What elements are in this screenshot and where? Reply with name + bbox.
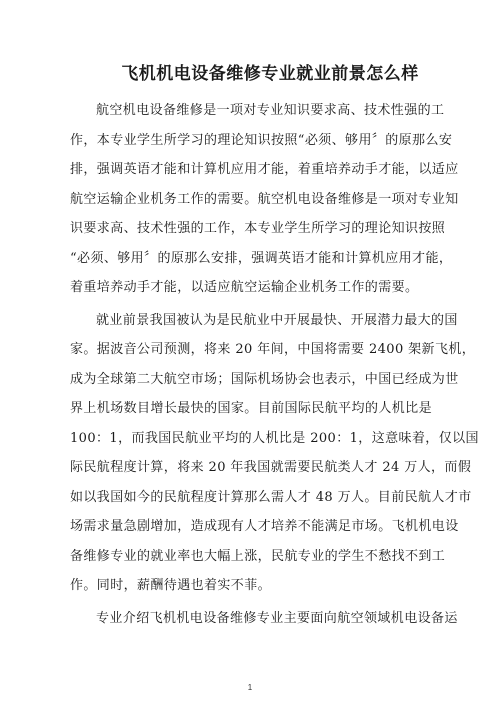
document-body bbox=[70, 96, 479, 636]
text-line: 成为全球第二大航空市场；国际机场协会也表示，中国已经成为世 bbox=[70, 371, 459, 387]
text-line: 界上机场数目增长最快的国家。目前国际民航平均的人机比是 bbox=[70, 401, 432, 416]
text-line: 如以我国如今的民航程度计算那么需人才 48 万人。目前民航人才市 bbox=[70, 489, 472, 505]
paragraph-major-introduction bbox=[70, 604, 458, 634]
paragraph-aviation-maintenance bbox=[70, 96, 459, 303]
text-line: 航空机电设备维修是一项对专业知识要求高、技术性强的工 bbox=[96, 103, 445, 118]
text-line: 作。同时，薪酬待遇也着实不菲。 bbox=[70, 578, 272, 593]
text-line: 备维修专业的就业率也大幅上涨，民航专业的学生不愁找不到工 bbox=[70, 548, 446, 564]
text-line: 100：1，而我国民航业平均的人机比是 200：1，这意味着，仅以国 bbox=[70, 430, 479, 446]
text-line: 际民航程度计算，将来 20 年我国就需要民航类人才 24 万人，而假 bbox=[70, 460, 472, 475]
text-line: 就业前景我国被认为是民航业中开展最快、开展潜力最大的国 bbox=[96, 312, 458, 328]
page-title: 飞机机电设备维修专业就业前景怎么样 bbox=[121, 64, 419, 84]
paragraph-employment-outlook bbox=[70, 306, 479, 601]
page-number: 1 bbox=[247, 683, 253, 692]
text-line: 排，强调英语才能和计算机应用才能，着重培养动手才能，以适应 bbox=[70, 162, 459, 177]
text-line: 识要求高、技术性强的工作，本专业学生所学习的理论知识按照 bbox=[70, 221, 446, 236]
text-line: 场需求量急剧增加，造成现有人才培养不能满足市场。飞机机电设 bbox=[70, 519, 459, 534]
text-line: 专业介绍飞机机电设备维修专业主要面向航空领域机电设备运 bbox=[96, 610, 458, 626]
text-line: 航空运输企业机务工作的需要。航空机电设备维修是一项对专业知 bbox=[70, 191, 459, 207]
text-line: 着重培养动手才能，以适应航空运输企业机务工作的需要。 bbox=[70, 280, 419, 295]
text-line: 家。据波音公司预测，将来 20 年间，中国将需要 2400 架新飞机， bbox=[70, 342, 476, 357]
text-line: 作，本专业学生所学习的理论知识按照“必须、够用〞的原那么安 bbox=[70, 132, 453, 148]
text-line: “必须、够用〞的原那么安排，强调英语才能和计算机应用才能， bbox=[70, 250, 453, 266]
